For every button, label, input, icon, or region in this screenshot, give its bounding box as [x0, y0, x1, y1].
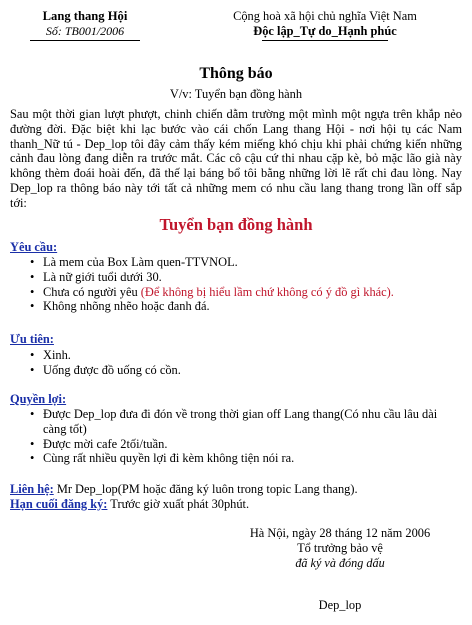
bullet-icon: •	[30, 348, 35, 362]
bullet-icon: •	[30, 269, 35, 284]
contact-label: Liên hệ:	[10, 482, 54, 496]
deadline-line	[10, 497, 462, 512]
header-right	[200, 9, 450, 39]
item-text: Là mem của Box Làm quen-TTVNOL.	[43, 255, 238, 269]
signer-role: Tổ trưởng bảo vệ	[297, 540, 383, 555]
item-text: Chưa có người yêu	[43, 284, 141, 299]
priority-title: Ưu tiên:	[10, 332, 54, 346]
bullet-icon: •	[30, 362, 35, 377]
headline: Tuyển bạn đồng hành	[159, 215, 313, 234]
org-name: Lang thang Hội	[42, 9, 128, 23]
place-date: Hà Nội, ngày 28 tháng 12 năm 2006	[249, 526, 431, 540]
benefits-list	[10, 407, 462, 466]
bullet-icon: •	[30, 284, 35, 299]
document-number: Số: TB001/2006	[45, 23, 125, 38]
bullet-icon: •	[30, 451, 35, 466]
bullet-icon: •	[30, 436, 35, 451]
item-text: Được Dep_lop đưa đi đón về trong thời gian off Lang thang(Có nhu cầu lâu dài càng tốt)	[43, 407, 438, 436]
intro-paragraph: Sau một thời gian lượt phượt, chinh chiến dằm trường một mình một ngựa trên khắp nẻo đường đời. Đặc biệt khi lạc bước vào cái chốn Lang thang Hội - nơi hội tụ các Nam thanh_Nữ tú - Dep_lop tôi đây cảm thấy kém miếng khó chịu khi phải chứng kiến những cảnh đau lòng đang diễn ra trước mắt. Các cô cậu cứ thi nhau cặp kè, bỏ mặc lão già này không thèm đoái hoài đến, đã thế lại báng bổ tôi bằng những lời lẽ rất chi đau lòng. Nay Dep_lop ra thông báo này tới tất cả những mem có nhu cầu lang thang trong lần off sắp tới:	[10, 107, 462, 210]
item-text: Cùng rất nhiều quyền lợi đi kèm không tiện nói ra.	[43, 451, 295, 466]
list-item	[10, 407, 462, 437]
priority-list	[10, 348, 462, 378]
list-item	[10, 363, 462, 378]
bullet-icon: •	[30, 407, 35, 421]
signature-block	[240, 526, 440, 570]
item-text: Xinh.	[43, 348, 71, 362]
contact-text: Mr Dep_lop(PM hoặc đăng ký luôn trong topic Lang thang).	[53, 482, 358, 496]
list-item	[10, 270, 462, 285]
list-item	[10, 299, 462, 314]
list-item	[10, 348, 462, 363]
header-right-rule	[262, 40, 388, 41]
list-item	[10, 285, 462, 300]
signature-note: đã ký và đóng dấu	[295, 555, 385, 570]
national-motto: Độc lập_Tự do_Hạnh phúc	[253, 23, 397, 38]
item-note: (Để không bị hiểu lầm chứ không có ý đồ gì khác).	[140, 284, 394, 299]
deadline-text: Trước giờ xuất phát 30phút.	[107, 497, 250, 511]
requirements-title: Yêu cầu:	[10, 240, 58, 254]
country-name: Cộng hoà xã hội chủ nghĩa Việt Nam	[233, 9, 417, 23]
benefits-title: Quyền lợi:	[10, 392, 67, 406]
bullet-icon: •	[30, 255, 35, 269]
header-left-rule	[30, 40, 140, 41]
contact-line	[10, 482, 462, 497]
signer-name: Dep_lop	[318, 598, 362, 612]
requirements-list	[10, 255, 462, 314]
list-item	[10, 255, 462, 270]
list-item	[10, 451, 462, 466]
document-title: Thông báo	[199, 65, 273, 82]
item-text: Uống được đồ uống có cồn.	[43, 362, 181, 377]
item-text: Là nữ giới tuổi dưới 30.	[43, 269, 162, 284]
document-subject: V/v: Tuyển bạn đồng hành	[169, 87, 303, 101]
item-text: Không nhõng nhẽo hoặc đanh đá.	[43, 299, 210, 314]
header-left	[30, 9, 140, 39]
deadline-label: Hạn cuối đăng ký:	[10, 497, 108, 511]
bullet-icon: •	[30, 299, 35, 314]
item-text: Được mời cafe 2tối/tuần.	[43, 436, 168, 451]
list-item	[10, 437, 462, 452]
